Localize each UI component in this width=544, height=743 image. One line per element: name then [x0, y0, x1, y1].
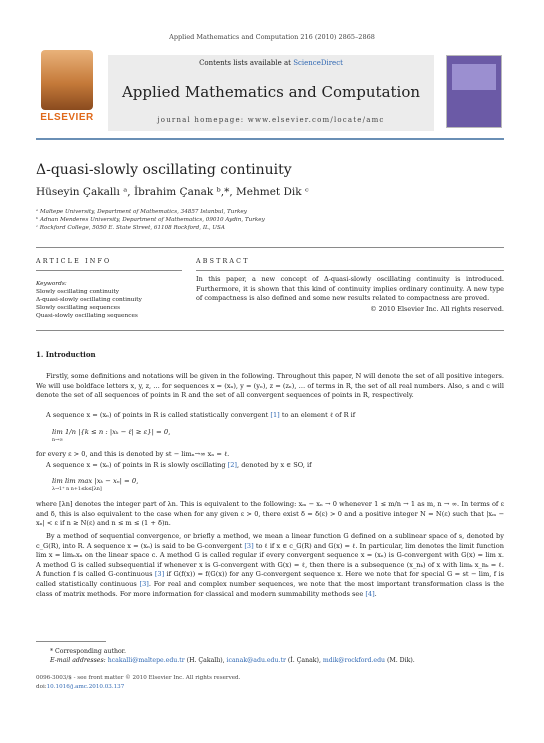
- keywords-label: Keywords:: [36, 281, 67, 287]
- keyword-item: Δ-quasi-slowly oscillating continuity: [36, 297, 142, 303]
- issn-line: 0096-3003/$ - see front matter © 2010 Elsevier Inc. All rights reserved.: [36, 675, 241, 681]
- article-info-rule: [36, 270, 182, 271]
- citation-link[interactable]: [2]: [227, 461, 237, 469]
- citation-link[interactable]: [3]: [154, 570, 165, 579]
- equation-statistical-limit: lim 1/n |{k ≤ n : |xₖ − ℓ| ≥ ε}| = 0,: [52, 428, 171, 436]
- affiliation-a: ᵃ Maltepe University, Department of Mathematics, 34857 Istanbul, Turkey: [36, 209, 247, 215]
- citation-link[interactable]: [1]: [270, 411, 280, 419]
- abstract-rule: [196, 270, 504, 271]
- keyword-item: Quasi-slowly oscillating sequences: [36, 313, 138, 319]
- journal-title: Applied Mathematics and Computation: [121, 83, 421, 101]
- copyright-line: © 2010 Elsevier Inc. All rights reserved.: [370, 305, 504, 313]
- affiliation-b: ᵇ Adnan Menderes University, Department of Mathematics, 09010 Aydin, Turkey: [36, 217, 265, 223]
- keyword-item: Slowly oscillating continuity: [36, 289, 120, 295]
- intro-paragraph-1: Firstly, some definitions and notations will be given in the following. Throughout this paper, N will denote the set of all positive integers. We will use boldface letters x, y, z, … for sequences x = (xₙ), y = (yₙ), z = (zₙ), … of terms in R, the set of all real numbers. Also, s and c will denote the set of all sequences of points in R and the set of all convergent sequences of points in R, respectively.: [36, 372, 504, 400]
- journal-homepage[interactable]: journal homepage: www.elsevier.com/locate/amc: [157, 116, 385, 124]
- footnote-corresponding: * Corresponding author.: [50, 648, 126, 655]
- divider: [36, 330, 504, 331]
- abstract-heading: ABSTRACT: [196, 258, 250, 265]
- email-link[interactable]: hcakalli@maltepe.edu.tr: [107, 657, 185, 664]
- footnote-emails: E-mail addresses: hcakalli@maltepe.edu.tr (H. Çakallı), icanak@adu.edu.tr (İ. Çanak), mdik@rockford.edu (M. Dik).: [50, 657, 415, 664]
- elsevier-wordmark: ELSEVIER: [40, 112, 94, 123]
- equation-subscript: λ→1⁺ n n+1≤k≤[λn]: [52, 487, 102, 492]
- intro-paragraph-6: By a method of sequential convergence, or briefly a method, we mean a linear function G defined on a sublinear space of s, denoted by c_G(R), into R. A sequence x = (xₙ) is said to be G-convergent [3] to ℓ if x ∈ c_G(R) and G(x) = ℓ. In particular, lim denotes the limit function lim x = limₙxₙ on the linear space c. A method G is called regular if every convergent sequence x = (xₙ) is G-convergent with G(x) = lim x. A method G is called subsequential if whenever x is G-convergent with G(x) = ℓ, then there is a subsequence (x_nₖ) of x with limₖ x_nₖ = ℓ. A function f is called G-continuous [3] if G(f(x)) = f(G(x)) for any G-convergent sequence x. Here we note that for special G = st − lim, f is called statistically continuous [3]. For real and complex number sequences, we note that the most important transformation class is the class of matrix methods. For more information for classical and modern summability methods see [4].: [36, 532, 505, 598]
- intro-paragraph-5: where [λn] denotes the integer part of λn. This is equivalent to the following: xₘ − xₙ → 0 whenever 1 ≤ m/n → 1 as m, n → ∞. In terms of ε and δ, this is also equivalent to the case when for any given ε > 0, there exist δ = δ(ε) > 0 and a positive integer N = N(ε) such that |xₘ − xₙ| < ε if n ≥ N(ε) and n ≤ m ≤ (1 + δ)n.: [36, 500, 504, 528]
- citation-link[interactable]: [4]: [365, 589, 375, 598]
- running-head: Applied Mathematics and Computation 216 (2010) 2865–2868: [169, 33, 375, 41]
- intro-paragraph-3: for every ε > 0, and this is denoted by st − limₙ→∞ xₙ = ℓ.: [36, 450, 230, 458]
- keyword-item: Slowly oscillating sequences: [36, 305, 121, 311]
- equation-subscript: n→∞: [52, 438, 64, 443]
- contents-line: Contents lists available at ScienceDirect: [199, 59, 343, 67]
- journal-banner: [108, 55, 434, 131]
- elsevier-tree-icon: [41, 50, 93, 110]
- email-link[interactable]: icanak@adu.edu.tr: [226, 657, 286, 664]
- sciencedirect-link[interactable]: ScienceDirect: [293, 59, 343, 67]
- equation-slow-oscillation: lim lim max |xₖ − xₙ| = 0,: [52, 477, 139, 485]
- divider: [36, 247, 504, 248]
- citation-link[interactable]: [3]: [244, 541, 254, 550]
- section-heading: 1. Introduction: [36, 350, 96, 359]
- article-authors: Hüseyin Çakallı ᵃ, İbrahim Çanak ᵇ,*, Mehmet Dik ᶜ: [36, 186, 309, 198]
- doi-link[interactable]: 10.1016/j.amc.2010.03.137: [46, 684, 125, 690]
- intro-paragraph-4: A sequence x = (xₙ) of points in R is slowly oscillating [2], denoted by x ∈ SO, if: [46, 461, 312, 469]
- citation-link[interactable]: [3]: [139, 579, 149, 588]
- footnote-rule: [36, 641, 106, 642]
- header-rule: [36, 138, 504, 140]
- cover-image: [452, 64, 496, 90]
- intro-paragraph-2: A sequence x = (xₙ) of points in R is called statistically convergent [1] to an element ℓ of R if: [46, 411, 356, 419]
- article-info-heading: ARTICLE INFO: [36, 258, 112, 265]
- doi-line: doi:10.1016/j.amc.2010.03.137: [36, 684, 125, 690]
- affiliation-c: ᶜ Rockford College, 5050 E. State Street, 61108 Rockford, IL, USA: [36, 225, 225, 231]
- elsevier-logo[interactable]: [36, 48, 98, 126]
- journal-cover-thumbnail[interactable]: [446, 55, 502, 128]
- abstract-text: In this paper, a new concept of Δ-quasi-slowly oscillating continuity is introduced. Furthermore, it is shown that this kind of continuity implies ordinary continuity. A new type of compactness is also defined and some new results related to compactness are proved.: [196, 275, 504, 303]
- email-link[interactable]: mdik@rockford.edu: [322, 657, 386, 664]
- article-title: Δ-quasi-slowly oscillating continuity: [36, 162, 292, 178]
